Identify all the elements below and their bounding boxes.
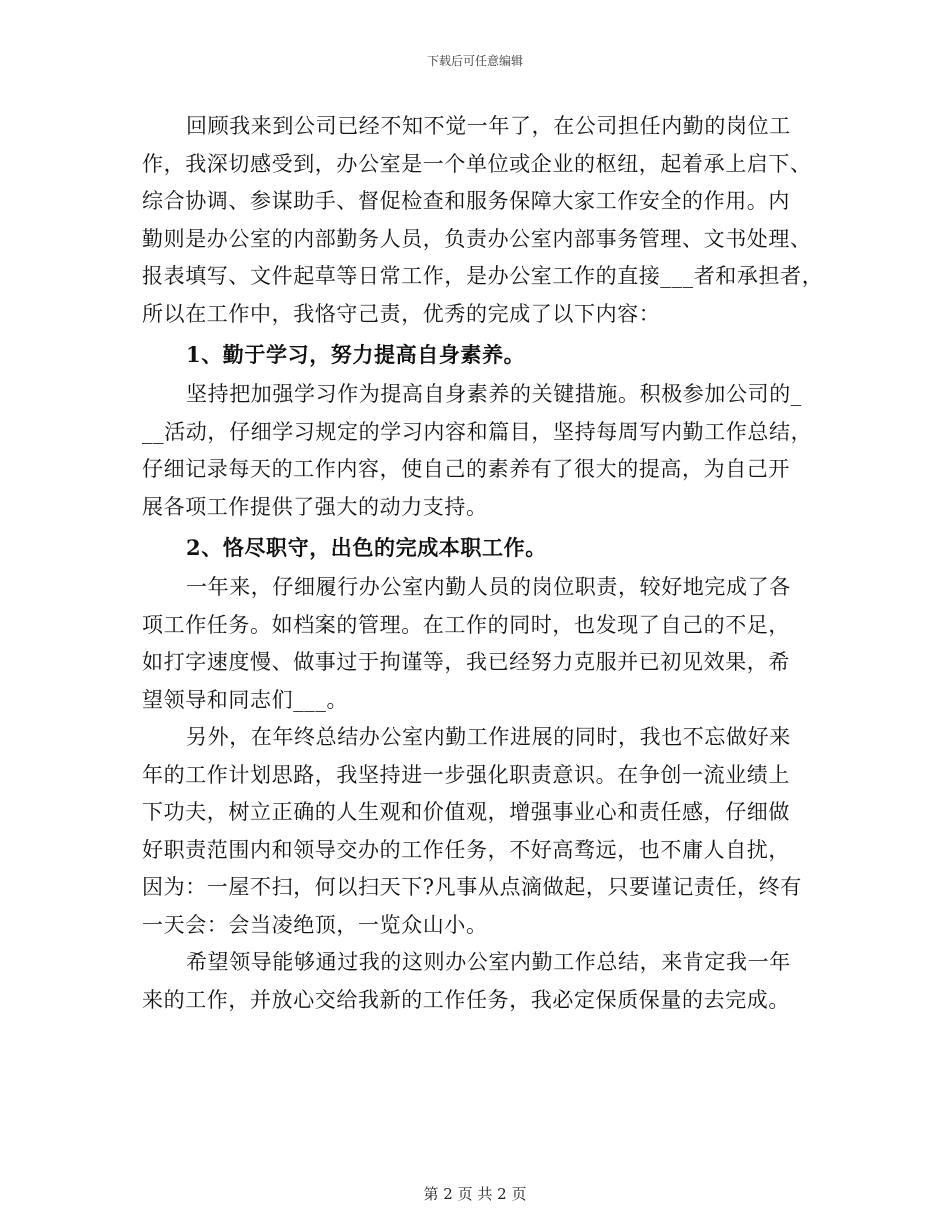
paragraph-intro-line: 所以在工作中，我恪守己责，优秀的完成了以下内容： bbox=[142, 301, 661, 326]
paragraph-intro-line: 报表填写、文件起草等日常工作，是办公室工作的直接___者和承担者， bbox=[142, 264, 824, 288]
paragraph-duty-line: 如打字速度慢、做事过于拘谨等，我已经努力克服并已初见效果，希 bbox=[142, 650, 790, 674]
paragraph-study-line: 展各项工作提供了强大的动力支持。 bbox=[142, 494, 488, 519]
paragraph-intro-line: 勤则是办公室的内部勤务人员，负责办公室内部事务管理、文书处理、 bbox=[142, 226, 812, 251]
paragraph-intro-line: 作，我深切感受到，办公室是一个单位或企业的枢纽，起着承上启下、 bbox=[142, 151, 812, 176]
paragraph-duty-line: 一年来，仔细履行办公室内勤人员的岗位职责，较好地完成了各 bbox=[186, 575, 791, 599]
page-number-footer: 第 2 页 共 2 页 bbox=[423, 1185, 527, 1203]
paragraph-plan-line: 一天会：会当凌绝顶，一览众山小。 bbox=[142, 912, 488, 937]
paragraph-duty-line: 项工作任务。如档案的管理。在工作的同时，也发现了自己的不足， bbox=[142, 612, 790, 637]
document-body bbox=[142, 108, 824, 1019]
paragraph-study-line: 仔细记录每天的工作内容，使自己的素养有了很大的提高，为自己开 bbox=[142, 457, 790, 481]
paragraph-plan-line: 因为：一屋不扫，何以扫天下?凡事从点滴做起，只要谨记责任，终有 bbox=[142, 875, 802, 899]
page-header: 下载后可任意编辑 bbox=[426, 54, 523, 68]
section-heading-1: 1、勤于学习，努力提高自身素养。 bbox=[186, 342, 526, 367]
paragraph-duty-line: 望领导和同志们___。 bbox=[142, 687, 349, 712]
paragraph-intro-line: 回顾我来到公司已经不知不觉一年了，在公司担任内勤的岗位工 bbox=[186, 114, 791, 138]
paragraph-closing-line: 希望领导能够通过我的这则办公室内勤工作总结，来肯定我一年 bbox=[186, 950, 791, 974]
paragraph-plan-line: 好职责范围内和领导交办的工作任务，不好高骛远，也不庸人自扰， bbox=[142, 837, 790, 862]
paragraph-study-line: __活动，仔细学习规定的学习内容和篇目，坚持每周写内勤工作总结， bbox=[142, 419, 813, 444]
section-heading-2: 2、恪尽职守，出色的完成本职工作。 bbox=[186, 535, 547, 560]
paragraph-plan-line: 下功夫，树立正确的人生观和价值观，增强事业心和责任感，仔细做 bbox=[142, 800, 790, 824]
paragraph-plan-line: 年的工作计划思路，我坚持进一步强化职责意识。在争创一流业绩上 bbox=[142, 762, 790, 787]
paragraph-closing-line: 来的工作，并放心交给我新的工作任务，我必定保质保量的去完成。 bbox=[142, 987, 790, 1012]
paragraph-plan-line: 另外，在年终总结办公室内勤工作进展的同时，我也不忘做好来 bbox=[186, 725, 791, 749]
paragraph-study-line: 坚持把加强学习作为提高自身素养的关键措施。积极参加公司的_ bbox=[186, 382, 802, 406]
paragraph-intro-line: 综合协调、参谋助手、督促检查和服务保障大家工作安全的作用。内 bbox=[142, 189, 790, 213]
